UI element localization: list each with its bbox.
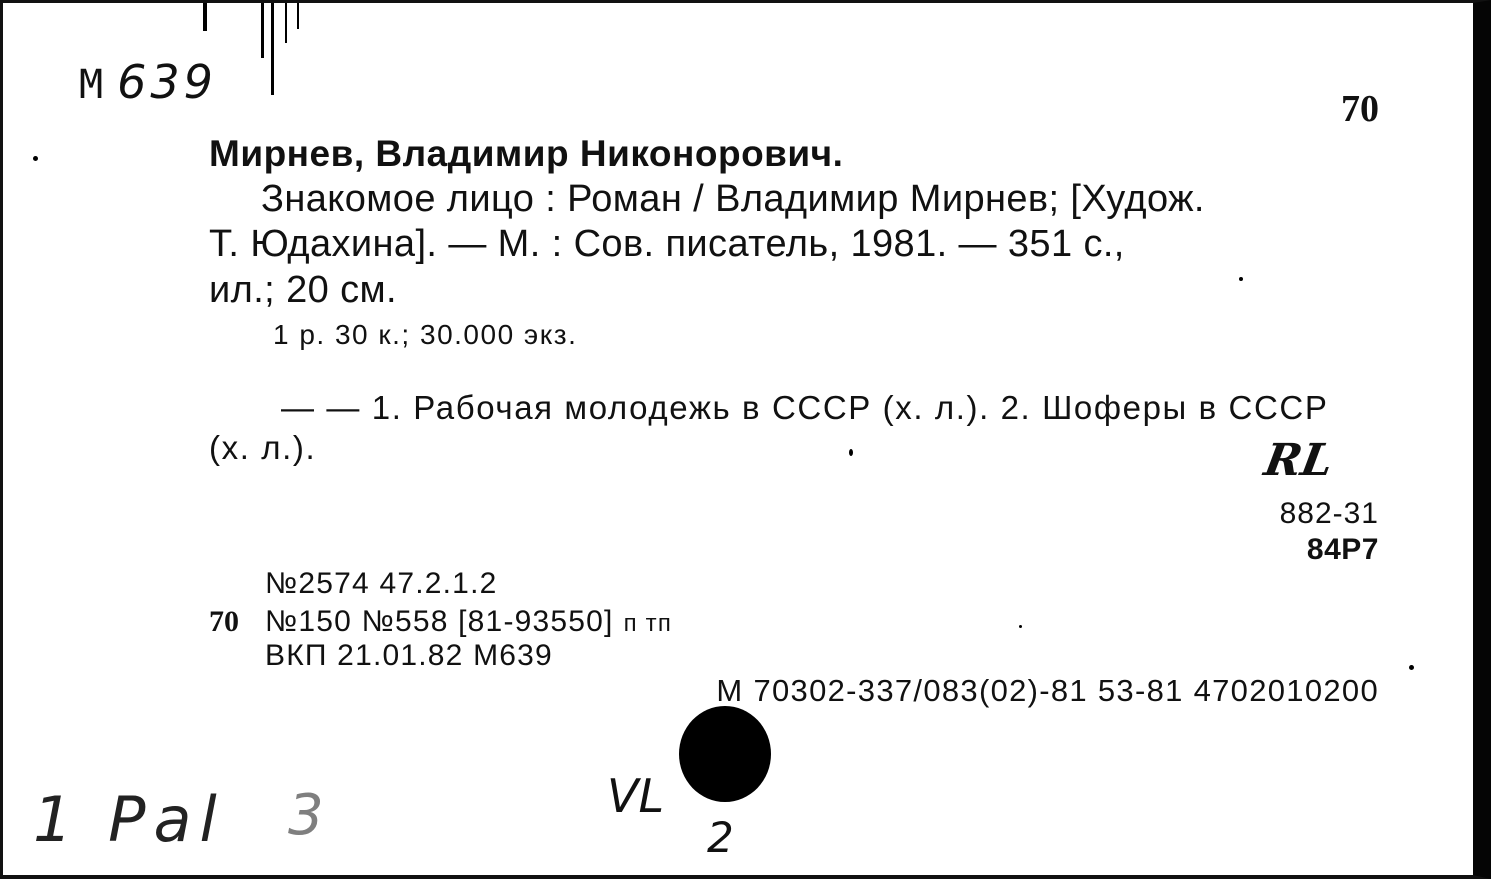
accession-note [265,605,672,639]
call-number-digits: 639 [117,55,217,109]
scan-mark [261,3,264,58]
description-line: ил.; 20 см. [209,269,397,311]
handwritten-faint-note: 3 [288,783,334,848]
subject-headings-line: (х. л.). [209,429,317,466]
call-number [79,55,217,109]
price-and-print-run: 1 р. 30 к.; 30.000 экз. [273,319,578,350]
scan-speck [1239,277,1243,281]
scan-mark [271,3,274,95]
handwritten-number: 2 [707,813,734,862]
accession-note: ВКП 21.01.82 М639 [265,639,553,672]
scan-mark [285,3,287,43]
author-heading: Мирнев, Владимир Никонорович. [209,133,844,174]
shelf-mark: 84Р7 [1306,533,1379,566]
punch-hole [679,706,771,802]
scan-speck [849,449,853,456]
accession-note: №2574 47.2.1.2 [265,567,498,600]
scan-speck [1019,625,1022,628]
scan-mark [203,3,207,31]
accession-note-prefix: 70 [209,605,239,638]
subject-headings-line: — — 1. Рабочая молодежь в СССР (х. л.). 2. Шоферы в СССР [281,389,1329,426]
accession-note-suffix: п тп [623,610,673,637]
call-number-letter: М [79,62,108,108]
scan-speck [1409,665,1414,670]
handwritten-initials: RL [1260,435,1338,486]
description-line: Т. Юдахина]. — М. : Сов. писатель, 1981. — 351 с., [209,223,1125,265]
shelf-mark: 882-31 [1279,497,1379,530]
handwritten-note: 1 Pal [33,783,225,856]
publisher-index: М 70302-337/083(02)-81 53-81 4702010200 [716,673,1379,708]
accession-note-numbers: №150 №558 [81-93550] [265,605,614,638]
scan-speck [33,156,38,161]
scan-mark [297,3,299,29]
description-line: Знакомое лицо : Роман / Владимир Мирнев; [Худож. [261,178,1205,220]
handwritten-initials-vl: VL [607,769,665,823]
copy-count: 70 [1341,88,1379,130]
